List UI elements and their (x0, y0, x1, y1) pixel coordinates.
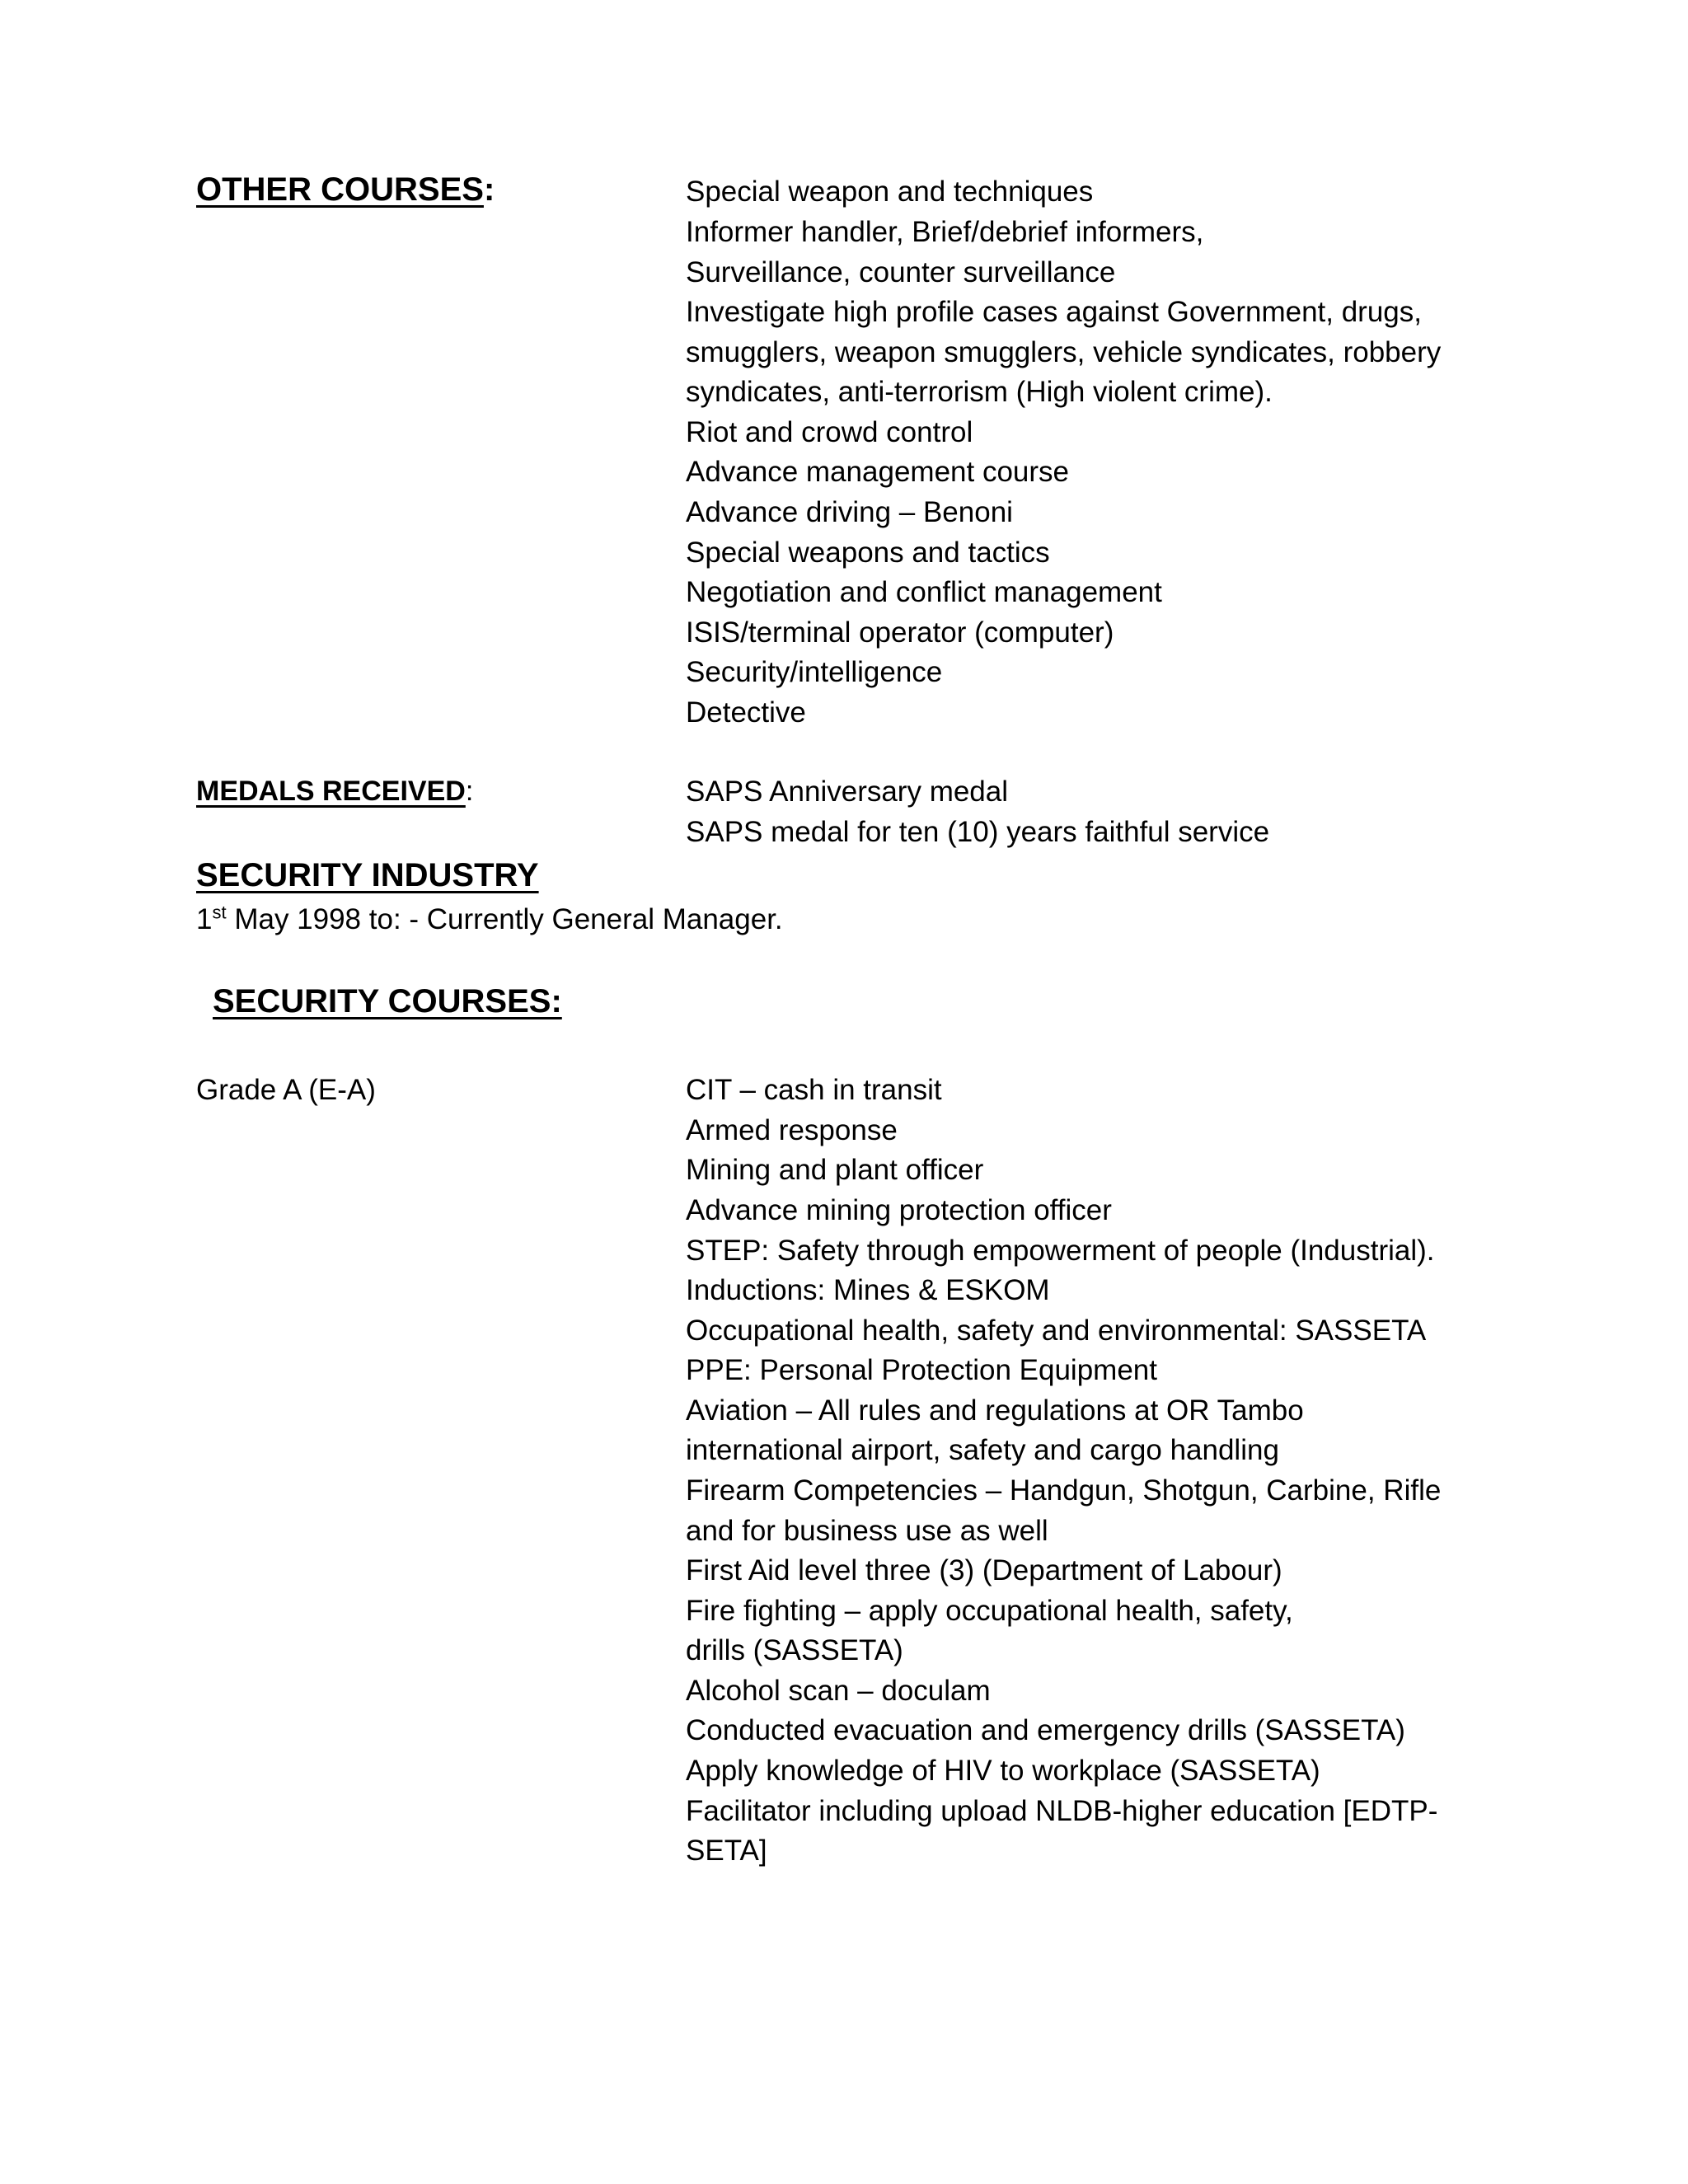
list-item: international airport, safety and cargo handling (686, 1434, 1279, 1466)
security-courses-heading (213, 981, 562, 1022)
other-courses-heading (196, 169, 495, 210)
date-day: 1 (196, 903, 213, 935)
list-item: Negotiation and conflict management (686, 576, 1162, 608)
list-item: Advance driving – Benoni (686, 496, 1013, 528)
list-item: Investigate high profile cases against Government, drugs, (686, 296, 1422, 328)
security-industry-heading (196, 855, 539, 896)
list-item: Aviation – All rules and regulations at OR Tambo (686, 1394, 1304, 1427)
list-item: Firearm Competencies – Handgun, Shotgun, Carbine, Rifle (686, 1474, 1442, 1507)
list-item: Special weapons and tactics (686, 537, 1050, 569)
date-rest: May 1998 to: - Currently General Manager. (226, 903, 783, 935)
list-item: Mining and plant officer (686, 1154, 984, 1186)
list-item: Riot and crowd control (686, 416, 973, 448)
list-item: Apply knowledge of HIV to workplace (SASSETA) (686, 1755, 1320, 1787)
list-item: Armed response (686, 1114, 898, 1146)
list-item: Detective (686, 696, 806, 729)
medals-heading-text: MEDALS RECEIVED (196, 776, 466, 807)
list-item: Conducted evacuation and emergency drills (SASSETA) (686, 1714, 1405, 1746)
list-item: STEP: Safety through empowerment of people (Industrial). (686, 1235, 1435, 1267)
list-item: and for business use as well (686, 1515, 1048, 1547)
list-item: SETA] (686, 1835, 767, 1867)
security-industry-heading-text: SECURITY INDUSTRY (196, 857, 539, 893)
list-item: smugglers, weapon smugglers, vehicle syndicates, robbery (686, 336, 1442, 368)
list-item: Alcohol scan – doculam (686, 1675, 991, 1707)
list-item: Fire fighting – apply occupational health, safety, (686, 1595, 1293, 1627)
medals-colon: : (465, 776, 474, 807)
list-item: Security/intelligence (686, 656, 943, 688)
list-item: PPE: Personal Protection Equipment (686, 1354, 1157, 1386)
list-item: Advance management course (686, 456, 1069, 488)
list-item: First Aid level three (3) (Department of Labour) (686, 1554, 1282, 1586)
other-courses-heading-text: OTHER COURSES (196, 171, 484, 208)
list-item: SAPS Anniversary medal (686, 776, 1009, 808)
list-item: Special weapon and techniques (686, 176, 1094, 208)
list-item: syndicates, anti-terrorism (High violent crime). (686, 376, 1273, 408)
list-item: Surveillance, counter surveillance (686, 256, 1116, 288)
list-item: SAPS medal for ten (10) years faithful service (686, 816, 1270, 848)
list-item: drills (SASSETA) (686, 1634, 903, 1666)
list-item: ISIS/terminal operator (computer) (686, 616, 1114, 649)
security-courses-heading-text: SECURITY COURSES: (213, 983, 562, 1019)
list-item: Facilitator including upload NLDB-higher education [EDTP- (686, 1795, 1438, 1827)
date-ordinal: st (212, 902, 227, 923)
other-courses-colon: : (483, 171, 495, 208)
grade-label: Grade A (E-A) (196, 1074, 376, 1106)
medals-heading (196, 772, 473, 810)
list-item: CIT – cash in transit (686, 1074, 942, 1106)
list-item: Inductions: Mines & ESKOM (686, 1274, 1050, 1306)
list-item: Occupational health, safety and environmental: SASSETA (686, 1315, 1427, 1347)
list-item: Informer handler, Brief/debrief informers, (686, 216, 1204, 248)
list-item: Advance mining protection officer (686, 1194, 1112, 1226)
employment-date-line (196, 900, 783, 940)
